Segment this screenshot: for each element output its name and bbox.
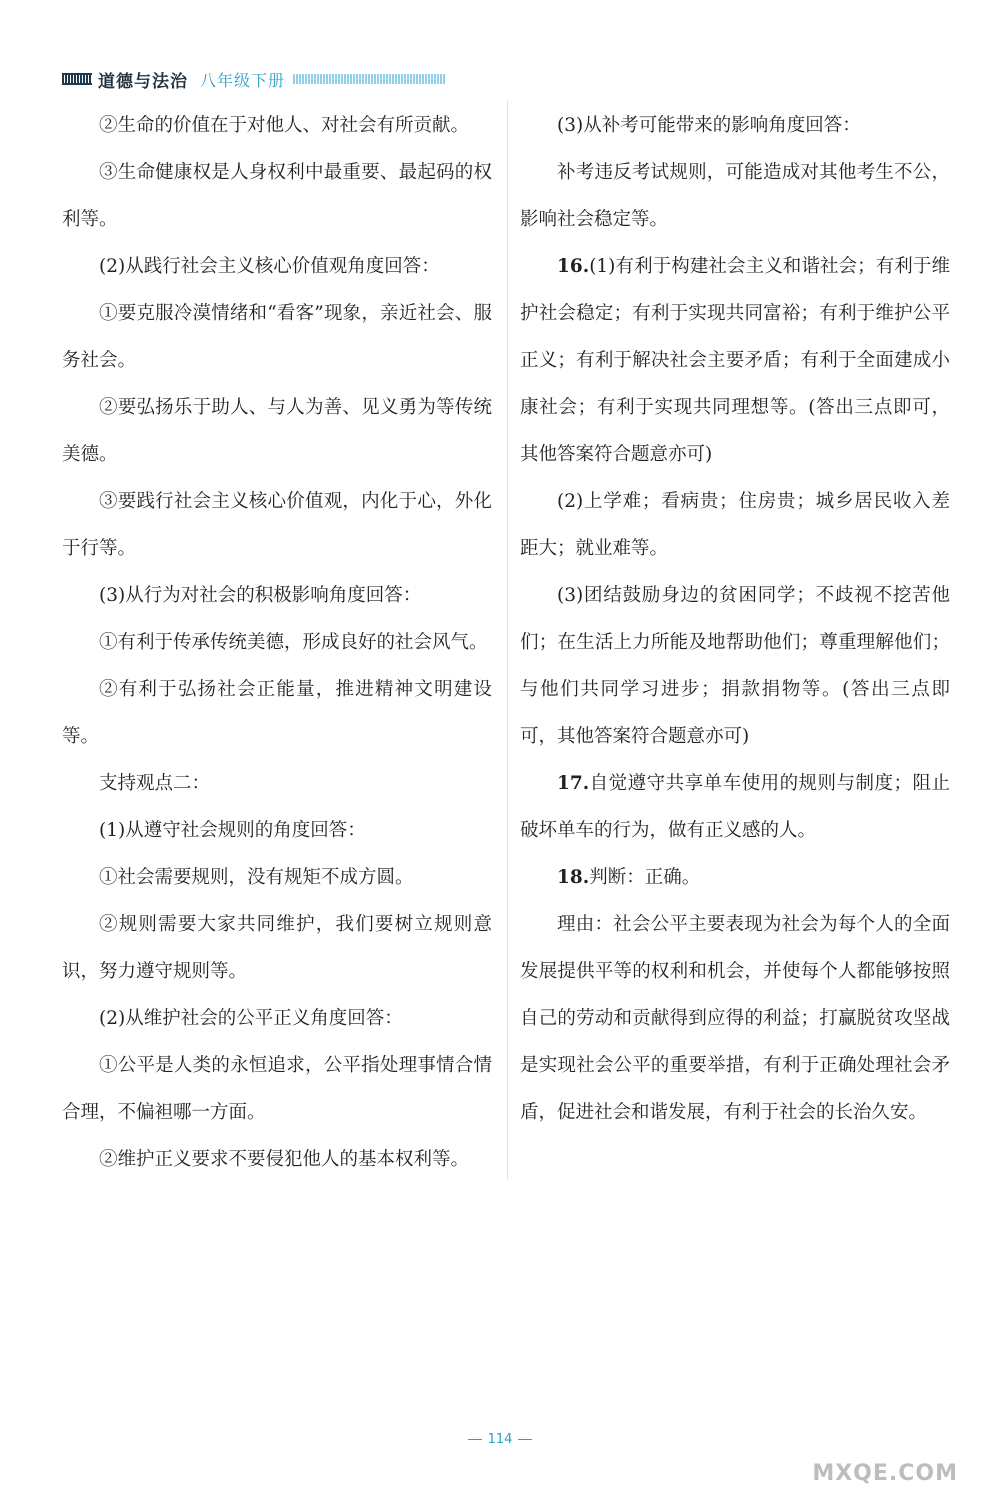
paragraph: ①有利于传承传统美德，形成良好的社会风气。 <box>99 632 488 653</box>
paragraph: ②规则需要大家共同维护，我们要树立规则意识，努力遵守规则等。 <box>62 914 492 982</box>
paragraph-text: (3)从补考可能带来的影响角度回答： <box>557 115 861 136</box>
paragraph: ①社会需要规则，没有规矩不成方圆。 <box>99 867 414 888</box>
paragraph-text: 判断：正确。 <box>589 867 701 888</box>
paragraph <box>520 572 950 760</box>
right-column <box>520 102 950 1136</box>
question-number: 16. <box>557 256 590 277</box>
page-number-text: 114 <box>487 1432 513 1447</box>
paragraph <box>520 149 950 243</box>
page-number-dash-left <box>468 1439 482 1440</box>
question-number: 17. <box>557 773 590 794</box>
watermark: MXQE.COM <box>812 1461 958 1486</box>
paragraph-text: (2)上学难；看病贵；住房贵；城乡居民收入差距大；就业难等。 <box>520 491 950 559</box>
left-column <box>62 102 492 1183</box>
paragraph <box>520 760 950 854</box>
paragraph <box>520 102 950 149</box>
paragraph: ②要弘扬乐于助人、与人为善、见义勇为等传统美德。 <box>62 397 492 465</box>
paragraph: ③要践行社会主义核心价值观，内化于心，外化于行等。 <box>62 491 492 559</box>
paragraph: ③生命健康权是人身权利中最重要、最起码的权利等。 <box>62 162 492 230</box>
paragraph-text: (3)团结鼓励身边的贫困同学；不歧视不挖苦他们；在生活上力所能及地帮助他们；尊重理解他们；与他们共同学习进步；捐款捐物等。(答出三点即可，其他答案符合题意亦可) <box>520 585 950 747</box>
page-header <box>62 66 445 92</box>
header-decoration-right <box>293 74 445 84</box>
paragraph <box>520 901 950 1136</box>
header-grade: 八年级下册 <box>200 70 286 90</box>
paragraph <box>520 478 950 572</box>
header-subject: 道德与法治 <box>98 71 188 92</box>
paragraph: (3)从行为对社会的积极影响角度回答： <box>99 585 422 606</box>
paragraph-text: 理由：社会公平主要表现为社会为每个人的全面发展提供平等的权利和机会，并使每个人都能够按照自己的劳动和贡献得到应得的利益；打赢脱贫攻坚战是实现社会公平的重要举措，有利于正确处理社会矛盾，促进社会和谐发展，有利于社会的长治久安。 <box>520 914 950 1123</box>
paragraph: (2)从维护社会的公平正义角度回答： <box>99 1008 403 1029</box>
column-divider <box>507 100 508 1180</box>
paragraph: 支持观点二： <box>99 773 211 794</box>
paragraph-text: 补考违反考试规则，可能造成对其他考生不公，影响社会稳定等。 <box>520 162 950 230</box>
paragraph-text: 自觉遵守共享单车使用的规则与制度；阻止破坏单车的行为，做有正义感的人。 <box>520 773 950 841</box>
paragraph: ②有利于弘扬社会正能量，推进精神文明建设等。 <box>62 679 492 747</box>
paragraph-text: (1)有利于构建社会主义和谐社会；有利于维护社会稳定；有利于实现共同富裕；有利于维护公平正义；有利于解决社会主要矛盾；有利于全面建成小康社会；有利于实现共同理想等。(答出三点即可，其他答案符合题意亦可) <box>520 256 950 465</box>
paragraph: ①公平是人类的永恒追求，公平指处理事情合情合理，不偏袒哪一方面。 <box>62 1055 492 1123</box>
paragraph: (1)从遵守社会规则的角度回答： <box>99 820 366 841</box>
paragraph <box>520 243 950 478</box>
paragraph <box>520 854 950 901</box>
header-decoration-left <box>62 73 92 85</box>
page-number-dash-right <box>518 1439 532 1440</box>
paragraph: ①要克服冷漠情绪和“看客”现象，亲近社会、服务社会。 <box>62 303 492 371</box>
question-number: 18. <box>557 867 590 888</box>
paragraph: (2)从践行社会主义核心价值观角度回答： <box>99 256 440 277</box>
paragraph: ②维护正义要求不要侵犯他人的基本权利等。 <box>99 1149 470 1170</box>
page-number <box>0 1432 1000 1447</box>
paragraph: ②生命的价值在于对他人、对社会有所贡献。 <box>99 115 470 136</box>
